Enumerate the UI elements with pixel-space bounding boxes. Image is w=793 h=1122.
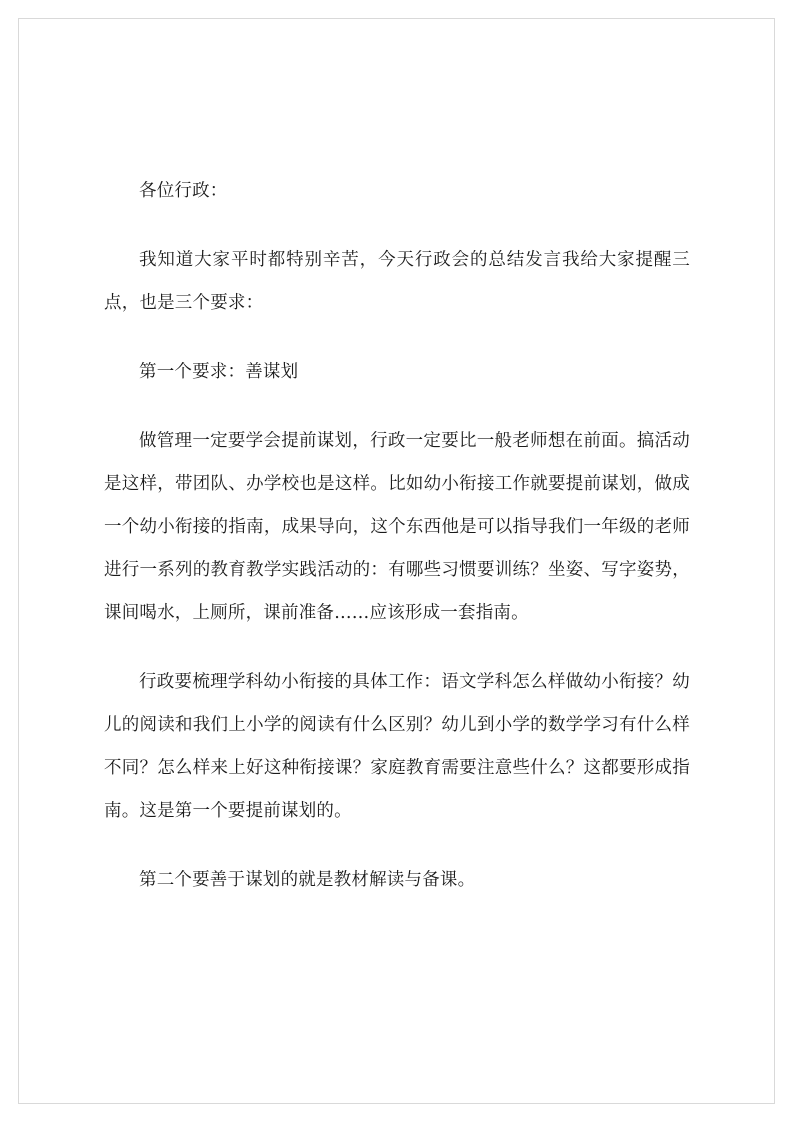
paragraph-subject-connection: 行政要梳理学科幼小衔接的具体工作：语文学科怎么样做幼小衔接？幼儿的阅读和我们上小学的阅读有什么区别？幼儿到小学的数学学习有什么样不同？怎么样来上好这种衔接课？家庭教育需要注意些什么？这都要形成指南。这是第一个要提前谋划的。 (104, 672, 690, 821)
document-body (104, 170, 690, 902)
paragraph-planning-detail: 做管理一定要学会提前谋划，行政一定要比一般老师想在前面。搞活动是这样，带团队、办学校也是这样。比如幼小衔接工作就要提前谋划，做成一个幼小衔接的指南，成果导向，这个东西他是可以指导我们一年级的老师进行一系列的教育教学实践活动的：有哪些习惯要训练？坐姿、写字姿势，课间喝水，上厕所，课前准备……应该形成一套指南。 (104, 431, 690, 623)
paragraph-salutation: 各位行政： (139, 181, 228, 201)
paragraph-second-point: 第二个要善于谋划的就是教材解读与备课。 (139, 870, 476, 890)
paragraph-intro: 我知道大家平时都特别辛苦，今天行政会的总结发言我给大家提醒三点，也是三个要求： (104, 250, 690, 313)
paragraph-heading-requirement-one: 第一个要求：善谋划 (139, 362, 299, 382)
